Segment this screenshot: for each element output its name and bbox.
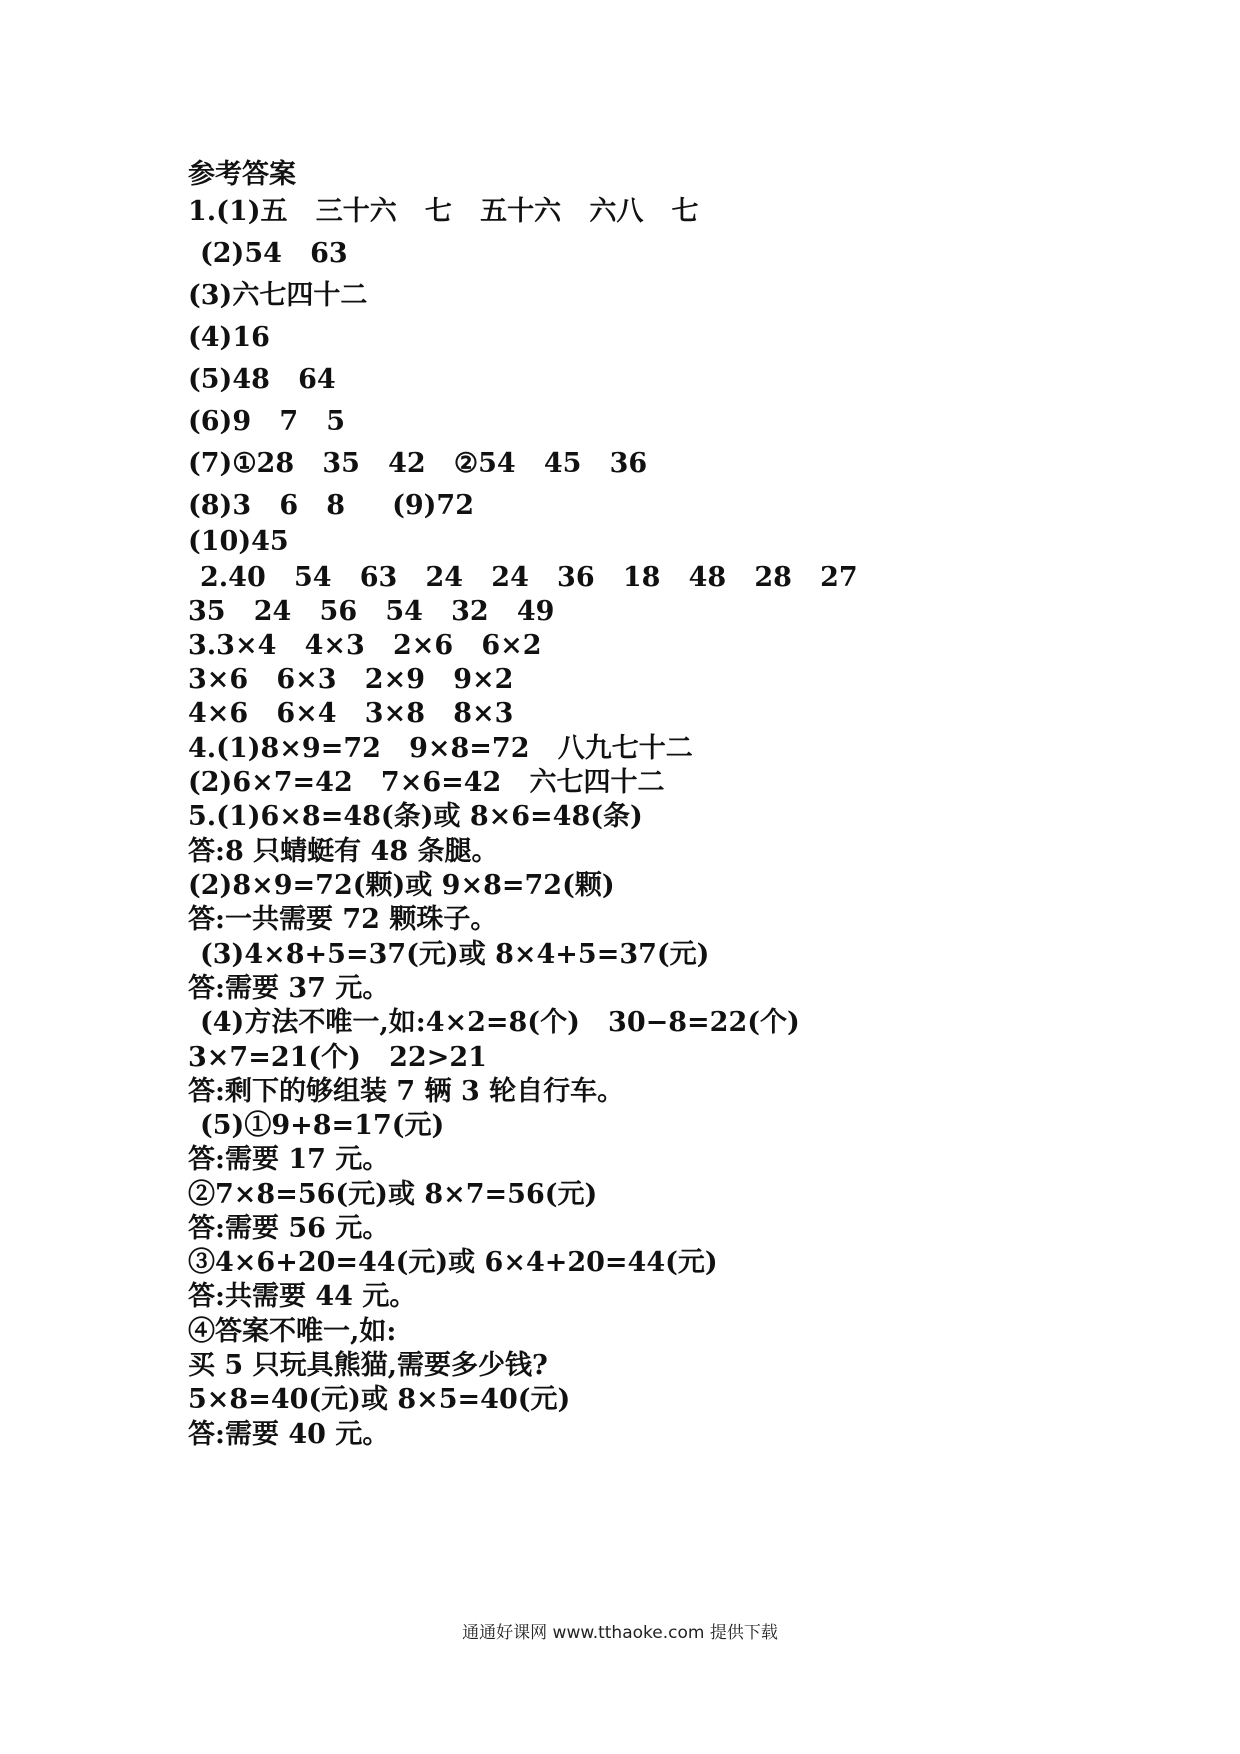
answer-line: 答:8 只蜻蜓有 48 条腿。	[188, 836, 499, 867]
answer-line: 2.40 54 63 24 24 36 18 48 28 27	[200, 562, 858, 593]
answer-line: 5×8=40(元)或 8×5=40(元)	[188, 1384, 571, 1415]
answer-line: (10)45	[188, 526, 289, 557]
answer-line: (8)3 6 8 (9)72	[188, 490, 475, 521]
answer-line: 1.(1)五 三十六 七 五十六 六八 七	[188, 196, 699, 227]
answer-line: 答:需要 40 元。	[188, 1419, 390, 1450]
answer-line: (3)4×8+5=37(元)或 8×4+5=37(元)	[200, 939, 710, 970]
answer-line: (5)①9+8=17(元)	[200, 1110, 445, 1141]
answer-line: 3×7=21(个) 22>21	[188, 1042, 487, 1073]
answer-line: ④答案不唯一,如:	[188, 1316, 397, 1347]
answer-line: 4×6 6×4 3×8 8×3	[188, 698, 514, 729]
answer-line: 答:需要 37 元。	[188, 973, 390, 1004]
answer-line: 答:一共需要 72 颗珠子。	[188, 904, 498, 935]
answer-line: 答:需要 56 元。	[188, 1213, 390, 1244]
answer-line: (5)48 64	[188, 364, 336, 395]
answer-line: 3.3×4 4×3 2×6 6×2	[188, 630, 542, 661]
answer-line: (4)方法不唯一,如:4×2=8(个) 30−8=22(个)	[200, 1007, 800, 1038]
answer-line: 答:共需要 44 元。	[188, 1281, 417, 1312]
answer-line: 35 24 56 54 32 49	[188, 596, 555, 627]
answer-line: 3×6 6×3 2×9 9×2	[188, 664, 514, 695]
answer-line: ②7×8=56(元)或 8×7=56(元)	[188, 1179, 598, 1210]
answer-line: (7)①28 35 42 ②54 45 36	[188, 448, 648, 479]
answer-line: 4.(1)8×9=72 9×8=72 八九七十二	[188, 733, 693, 764]
answer-line: 买 5 只玩具熊猫,需要多少钱?	[188, 1350, 548, 1381]
answer-line: (4)16	[188, 322, 270, 353]
footer-source: 通通好课网 www.tthaoke.com 提供下载	[462, 1623, 778, 1643]
answer-line: ③4×6+20=44(元)或 6×4+20=44(元)	[188, 1247, 718, 1278]
answer-key-title: 参考答案	[188, 159, 296, 190]
answer-line: (2)8×9=72(颗)或 9×8=72(颗)	[188, 870, 615, 901]
answer-line: (2)6×7=42 7×6=42 六七四十二	[188, 767, 665, 798]
answer-line: (3)六七四十二	[188, 280, 368, 311]
answer-line: 答:剩下的够组装 7 辆 3 轮自行车。	[188, 1076, 625, 1107]
answer-line: 答:需要 17 元。	[188, 1144, 390, 1175]
answer-line: 5.(1)6×8=48(条)或 8×6=48(条)	[188, 801, 643, 832]
answer-line: (2)54 63	[200, 238, 348, 269]
answer-line: (6)9 7 5	[188, 406, 346, 437]
